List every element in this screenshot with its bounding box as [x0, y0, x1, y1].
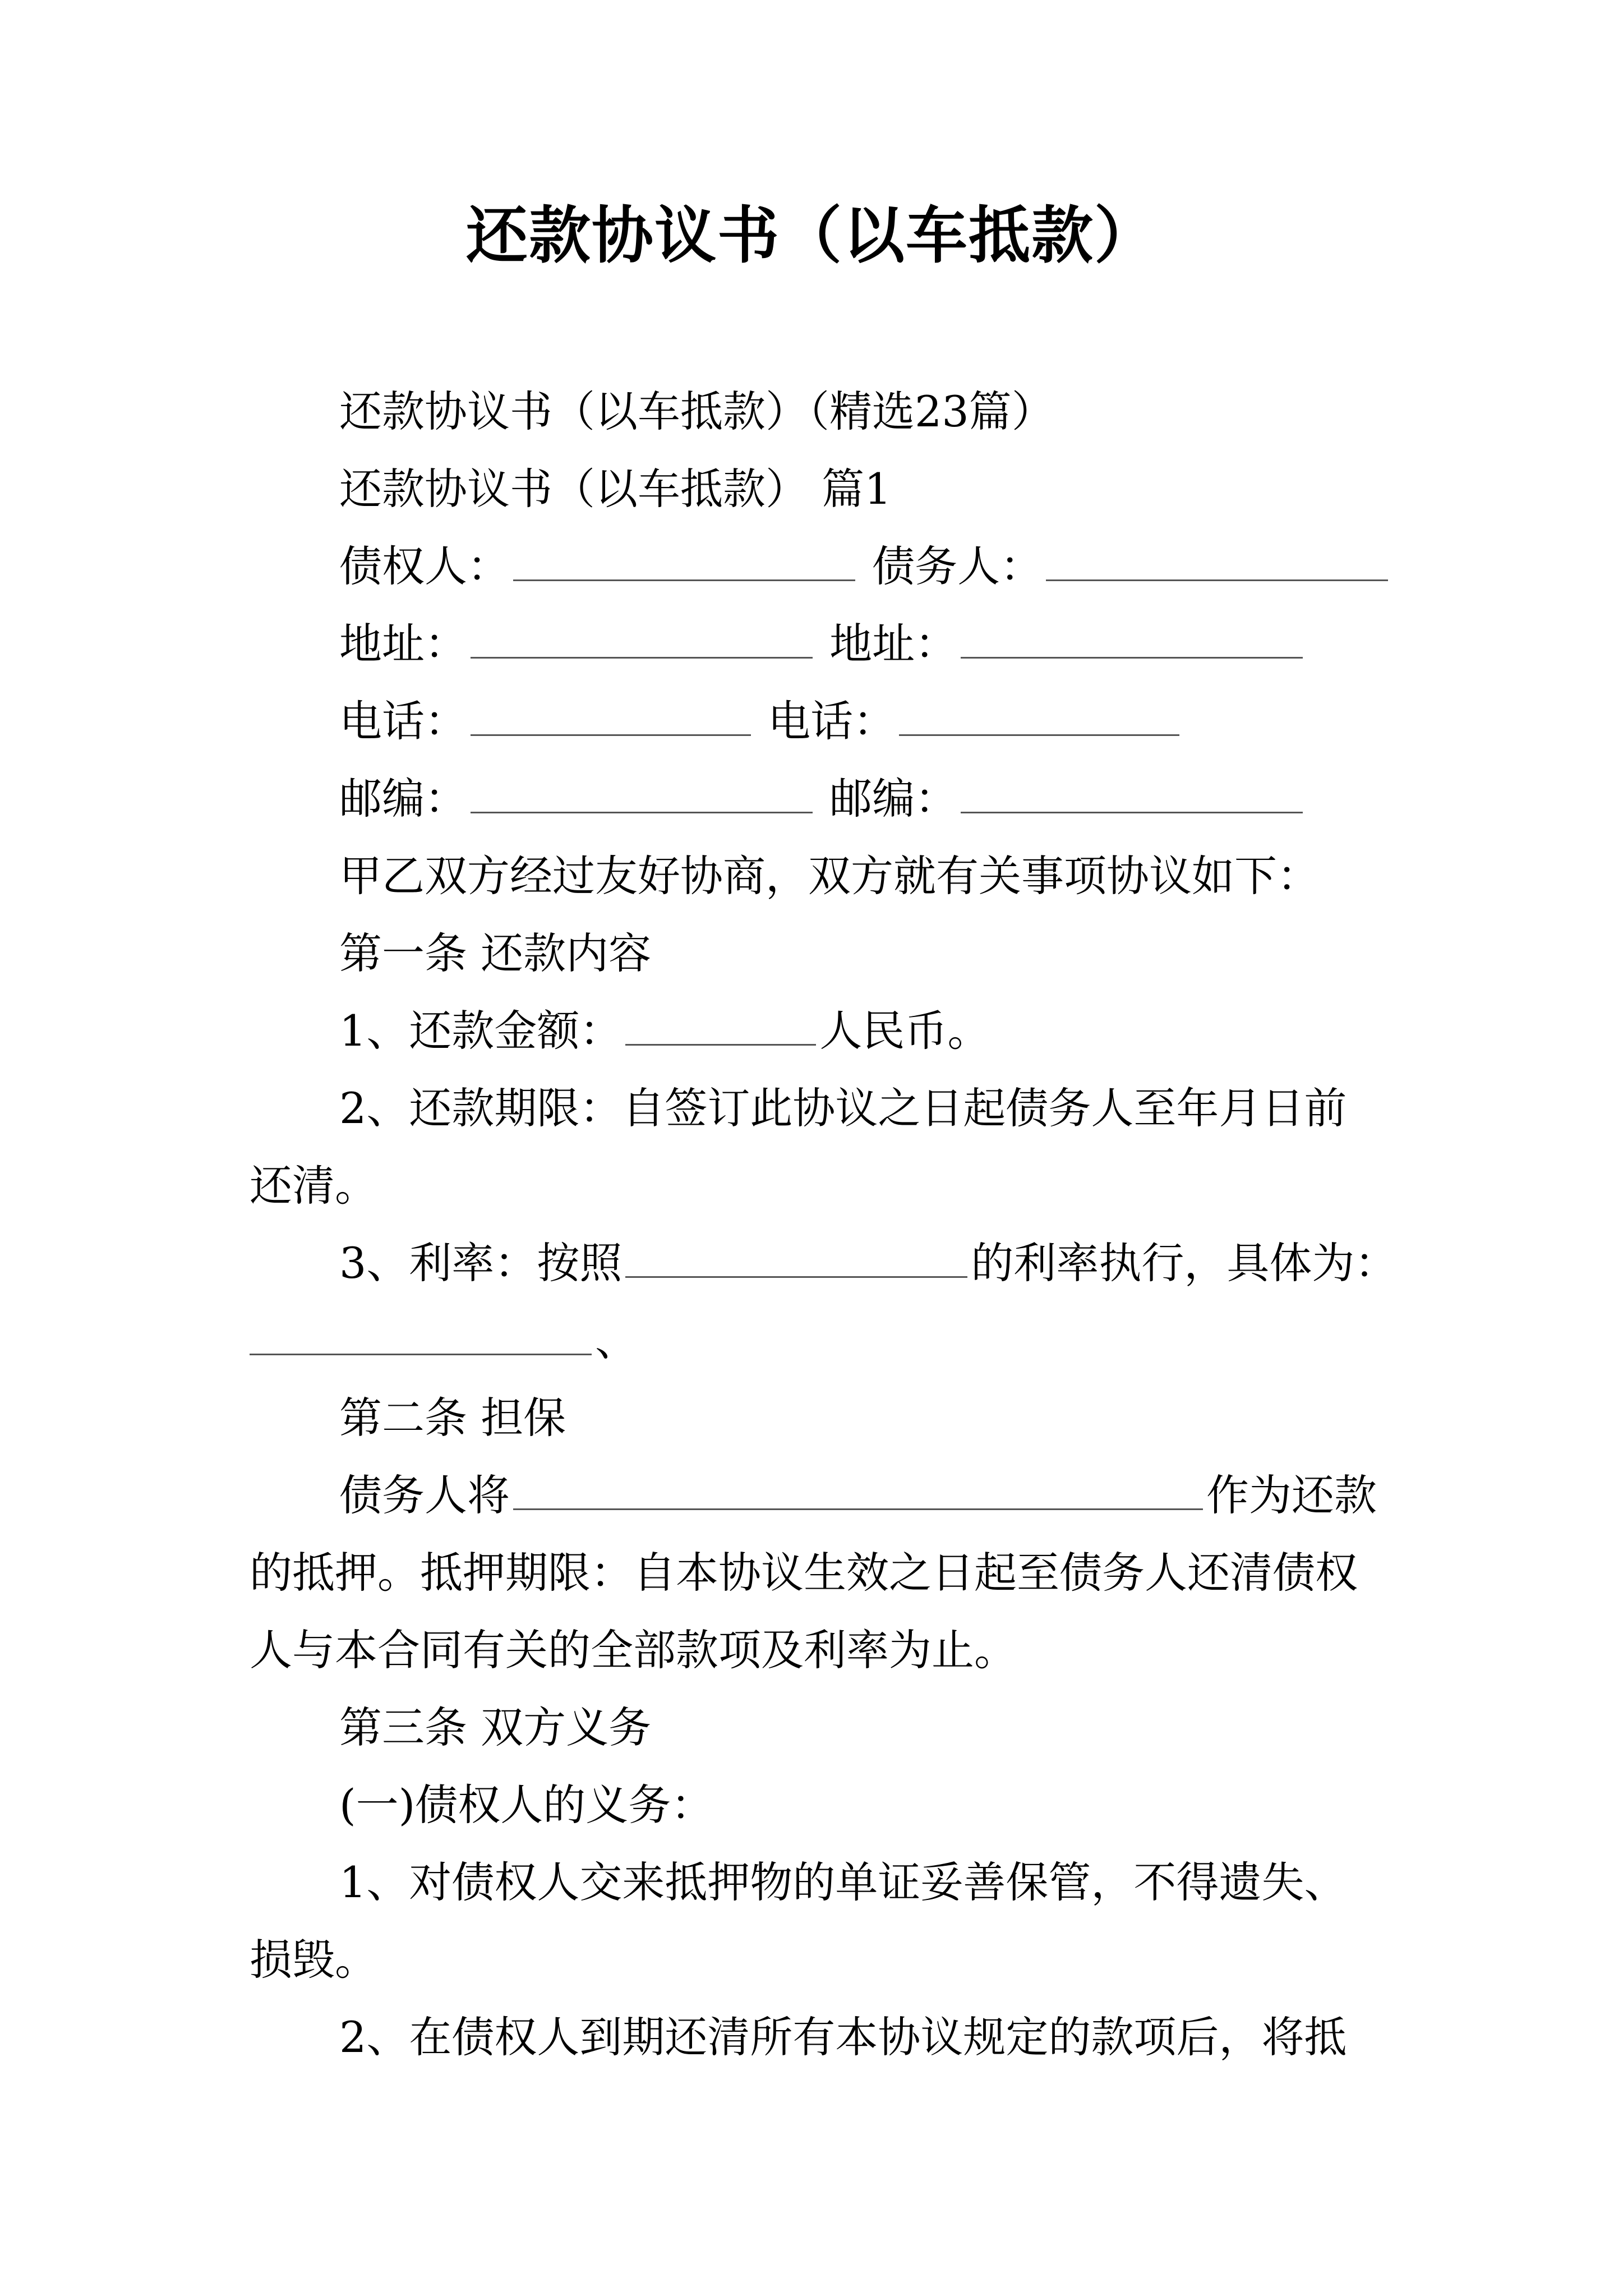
interest-suffix: 的利率执行，具体为：	[971, 1238, 1398, 1288]
repay-amount-suffix: 人民币。	[819, 1006, 990, 1056]
article2-line3: 人与本合同有关的全部款项及利率为止。	[250, 1625, 1017, 1675]
debtor-address-blank	[961, 620, 1303, 659]
interest-basis-blank	[625, 1239, 967, 1278]
article2-line2: 的抵押。抵押期限：自本协议生效之日起至债务人还清债权	[250, 1548, 1358, 1598]
repay-amount-label: 1、还款金额：	[339, 1006, 623, 1056]
phone-line	[250, 683, 1382, 760]
postcode-line	[250, 760, 1382, 838]
creditor-label: 债权人：	[339, 541, 510, 591]
interest-detail-blank	[250, 1317, 592, 1355]
creditor-phone-label: 电话：	[339, 696, 467, 746]
article1-item3-line2	[250, 1302, 1382, 1379]
creditor-postcode-blank	[471, 775, 813, 813]
article1-item2-line1: 2、还款期限：自签订此协议之日起债务人至年月日前	[339, 1083, 1347, 1133]
article1-heading: 第一条 还款内容	[339, 928, 652, 978]
article1-item1	[250, 992, 1382, 1070]
debtor-label: 债务人：	[872, 541, 1043, 591]
article3-heading: 第三条 双方义务	[339, 1703, 652, 1752]
article1-item3	[250, 1225, 1398, 1302]
debtor-phone-blank	[899, 697, 1179, 736]
debtor-phone-label: 电话：	[768, 696, 896, 746]
intro-paragraph: 甲乙双方经过友好协商，双方就有关事项协议如下：	[339, 851, 1320, 901]
collateral-blank	[513, 1471, 1203, 1510]
creditor-debtor-line	[250, 528, 1382, 605]
debtor-postcode-blank	[961, 775, 1303, 813]
interest-detail-end: 、	[595, 1315, 638, 1365]
creditor-address-label: 地址：	[339, 619, 467, 669]
creditor-blank	[513, 542, 855, 581]
article2-line1	[250, 1457, 1382, 1534]
article1-item2-line2: 还清。	[250, 1161, 377, 1211]
collateral-prefix: 债务人将	[339, 1470, 510, 1520]
article3-subheading: (一)债权人的义务：	[339, 1780, 714, 1830]
address-line	[250, 605, 1382, 683]
creditor-address-blank	[471, 620, 813, 659]
subtitle: 还款协议书（以车抵款）（精选23篇）	[339, 386, 1054, 436]
article3-item1-line2: 损毁。	[250, 1935, 377, 1985]
document-body	[250, 373, 1398, 2076]
creditor-phone-blank	[471, 697, 751, 736]
article3-item2-line1: 2、在债权人到期还清所有本协议规定的款项后，将抵	[339, 2012, 1347, 2062]
debtor-blank	[1046, 542, 1388, 581]
article3-item1-line1: 1、对债权人交来抵押物的单证妥善保管，不得遗失、	[339, 1857, 1347, 1907]
section-heading: 还款协议书（以车抵款） 篇1	[339, 464, 892, 514]
creditor-postcode-label: 邮编：	[339, 774, 467, 823]
document-title: 还款协议书（以车抵款）	[466, 199, 1157, 272]
interest-label: 3、利率：按照	[339, 1238, 623, 1288]
article2-heading: 第二条 担保	[339, 1393, 566, 1443]
repay-amount-blank	[625, 1007, 816, 1046]
debtor-postcode-label: 邮编：	[829, 774, 958, 823]
collateral-suffix: 作为还款	[1206, 1470, 1377, 1520]
debtor-address-label: 地址：	[829, 619, 958, 669]
